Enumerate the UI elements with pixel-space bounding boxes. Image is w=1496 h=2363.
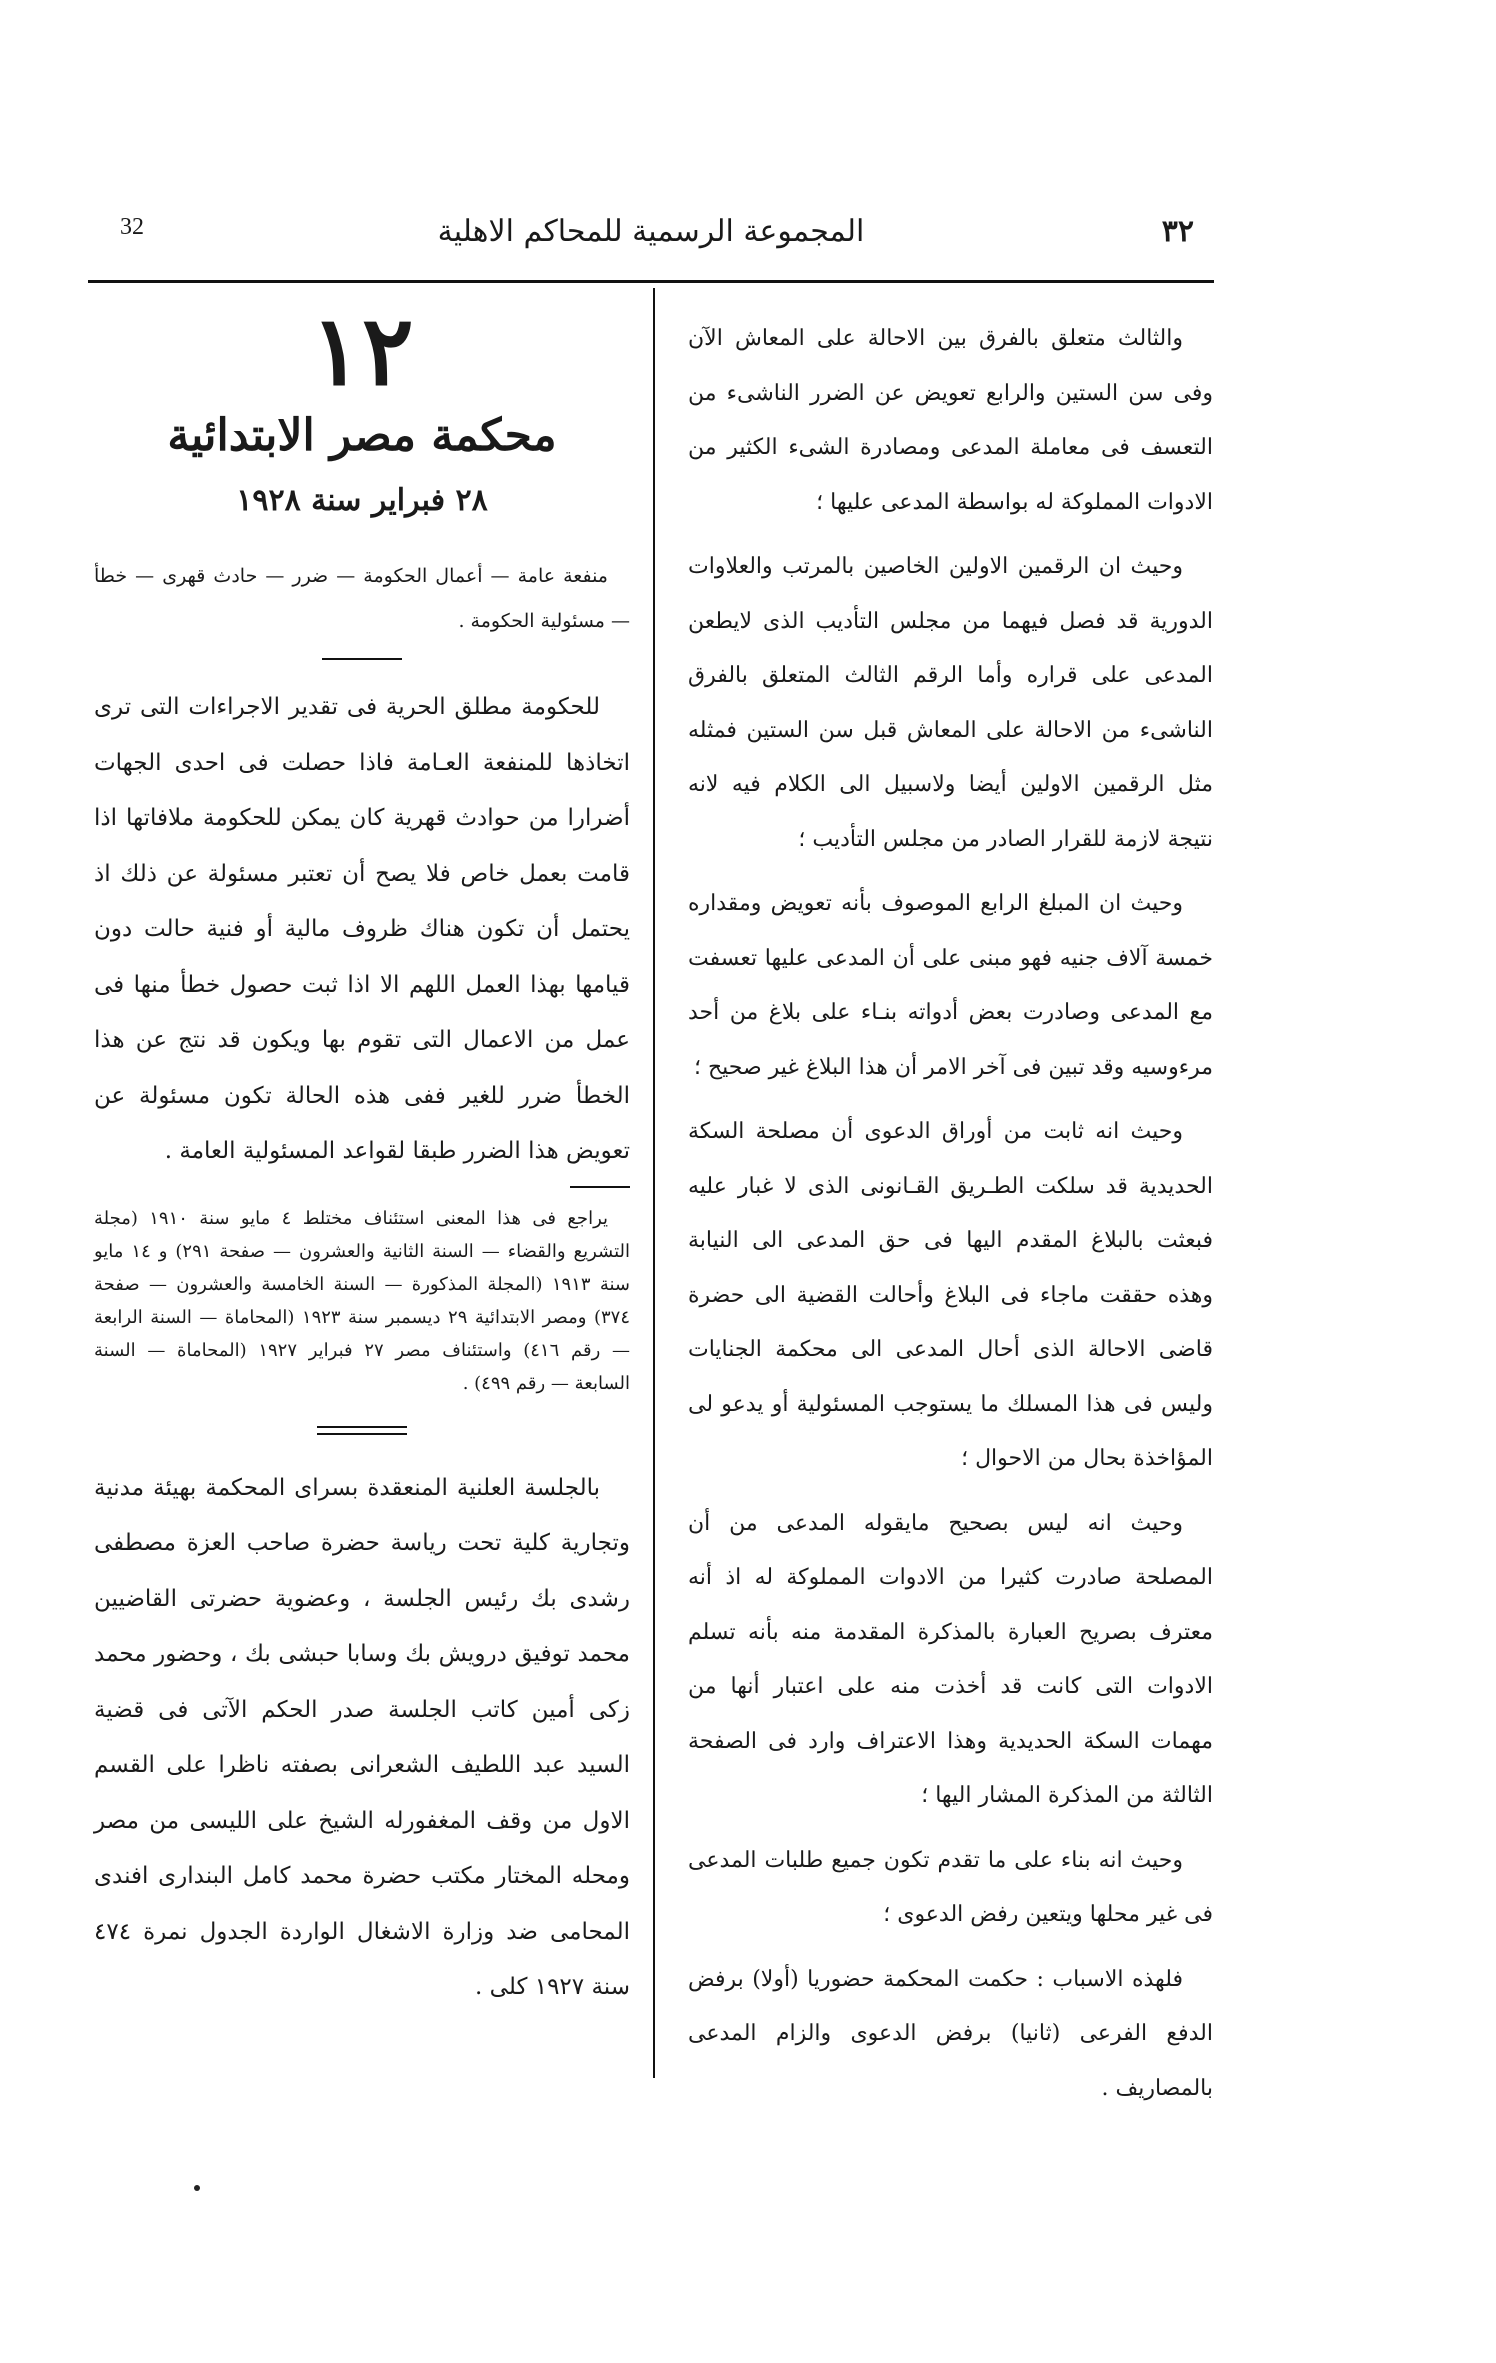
section-rule — [322, 658, 402, 660]
keywords: منفعة عامة — أعمال الحكومة — ضرر — حادث قهرى — خطأ — مسئولية الحكومة . — [94, 565, 630, 632]
column-divider — [653, 288, 655, 2078]
references-rule — [570, 1186, 630, 1188]
session-text: بالجلسة العلنية المنعقدة بسراى المحكمة بهيئة مدنية وتجارية كلية تحت رياسة حضرة صاحب العزة مصطفى رشدى بك رئيس الجلسة ، وعضوية حضرتى القاضيين محمد توفيق درويش بك وسابا حبشى بك ، وحضور محمد زكى أمين كاتب الجلسة صدر الحكم الآتى فى قضية السيد عبد اللطيف الشعرانى بصفته ناظرا على القسم الاول من وقف المغفورله الشيخ على الليسى من مصر ومحله المختار مكتب حضرة محمد كامل البندارى افندى المحامى ضد وزارة الاشغال الواردة الجدول نمرة ٤٧٤ سنة ١٩٢٧ كلى . — [94, 1474, 630, 2000]
print-dot — [194, 2185, 200, 2191]
page-header — [88, 214, 1214, 264]
header-rule — [88, 280, 1214, 283]
left-column — [94, 294, 631, 2016]
paragraph: والثالث متعلق بالفرق بين الاحالة على المعاش الآن وفى سن الستين والرابع تعويض عن الضرر الناشىء من التعسف فى معاملة المدعى ومصادرة الشىء الكثير من الادوات المملوكة له بواسطة المدعى عليها ؛ — [688, 326, 1213, 515]
page-number-latin: 32 — [120, 214, 144, 240]
judgment-date: ٢٨ فبراير سنة ١٩٢٨ — [236, 483, 488, 518]
double-rule — [317, 1426, 407, 1435]
references: يراجع فى هذا المعنى استئناف مختلط ٤ مايو سنة ١٩١٠ (مجلة التشريع والقضاء — السنة الثانية والعشرون — صفحة ٢٩١) و ١٤ مايو سنة ١٩١٣ (المجلة المذكورة — السنة الخامسة والعشرون — صفحة ٣٧٤) ومصر الابتدائية ٢٩ ديسمبر سنة ١٩٢٣ (المحاماة — السنة الرابعة — رقم ٤١٦) واستئناف مصر ٢٧ فبراير ١٩٢٧ (المحاماة — السنة السابعة — رقم ٤٩٩) . — [94, 1207, 631, 1394]
running-title: المجموعة الرسمية للمحاكم الاهلية — [437, 214, 865, 249]
paragraph: وحيث ان المبلغ الرابع الموصوف بأنه تعويض ومقداره خمسة آلاف جنيه فهو مبنى على أن المدعى عليها تعسفت مع المدعى وصادرت بعض أدواته بنـاء على بلاغ من أحد مرءوسيه وقد تبين فى آخر الامر أن هذا البلاغ غير صحيح ؛ — [688, 891, 1213, 1080]
court-name: محكمة مصر الابتدائية — [167, 410, 557, 461]
page-number-arabic: ٣٢ — [1161, 214, 1194, 249]
legal-principle: للحكومة مطلق الحرية فى تقدير الاجراءات التى ترى اتخاذها للمنفعة العـامة فاذا حصلت فى احدى الجهات أضرارا من حوادث قهرية كان يمكن للحكومة ملافاتها اذا قامت بعمل خاص فلا يصح أن تعتبر مسئولة عن ذلك اذ يحتمل أن تكون هناك ظروف مالية أو فنية حالت دون قيامها بهذا العمل اللهم الا اذا ثبت حصول خطأ منها فى عمل من الاعمال التى تقوم بها ويكون قد نتج عن هذا الخطأ ضرر للغير ففى هذه الحالة تكون مسئولة عن تعويض هذا الضرر طبقا لقواعد المسئولية العامة . — [94, 694, 630, 1164]
paragraph: وحيث انه بناء على ما تقدم تكون جميع طلبات المدعى فى غير محلها ويتعين رفض الدعوى ؛ — [688, 1847, 1213, 1927]
paragraph: وحيث انه ليس بصحيح مايقوله المدعى من أن المصلحة صادرت كثيرا من الادوات المملوكة له اذ أنه معترف بصريح العبارة بالمذكرة المقدمة منه بأنه تسلم الادوات التى كانت قد أخذت منه على اعتبار أنها من مهمات السكة الحديدية وهذا الاعتراف وارد فى الصفحة الثالثة من المذكرة المشار اليها ؛ — [688, 1510, 1213, 1808]
paragraph: وحيث ان الرقمين الاولين الخاصين بالمرتب والعلاوات الدورية قد فصل فيهما من مجلس التأديب الذى لايطعن المدعى على قراره وأما الرقم الثالث المتعلق بالفرق الناشىء من الاحالة على المعاش قبل سن الستين فمثله مثل الرقمين الاولين أيضا ولاسبيل الى الكلام فيه لانه نتيجة لازمة للقرار الصادر من مجلس التأديب ؛ — [688, 554, 1213, 852]
case-number: ١٢ — [310, 294, 414, 407]
paragraph: وحيث انه ثابت من أوراق الدعوى أن مصلحة السكة الحديدية قد سلكت الطـريق القـانونى الذى لا غبار عليه فبعثت بالبلاغ المقدم اليها فى حق المدعى الى النيابة وهذه حققت ماجاء فى البلاغ وأحالت القضية الى حضرة قاضى الاحالة الذى أحال المدعى الى محكمة الجنايات وليس فى هذا المسلك ما يستوجب المسئولية أو يدعو لى المؤاخذة بحال من الاحوال ؛ — [688, 1119, 1213, 1471]
right-column — [688, 312, 1213, 2126]
paragraph: فلهذه الاسباب : حكمت المحكمة حضوريا (أولا) برفض الدفع الفرعى (ثانيا) برفض الدعوى والزام المدعى بالمصاريف . — [688, 1966, 1213, 2101]
